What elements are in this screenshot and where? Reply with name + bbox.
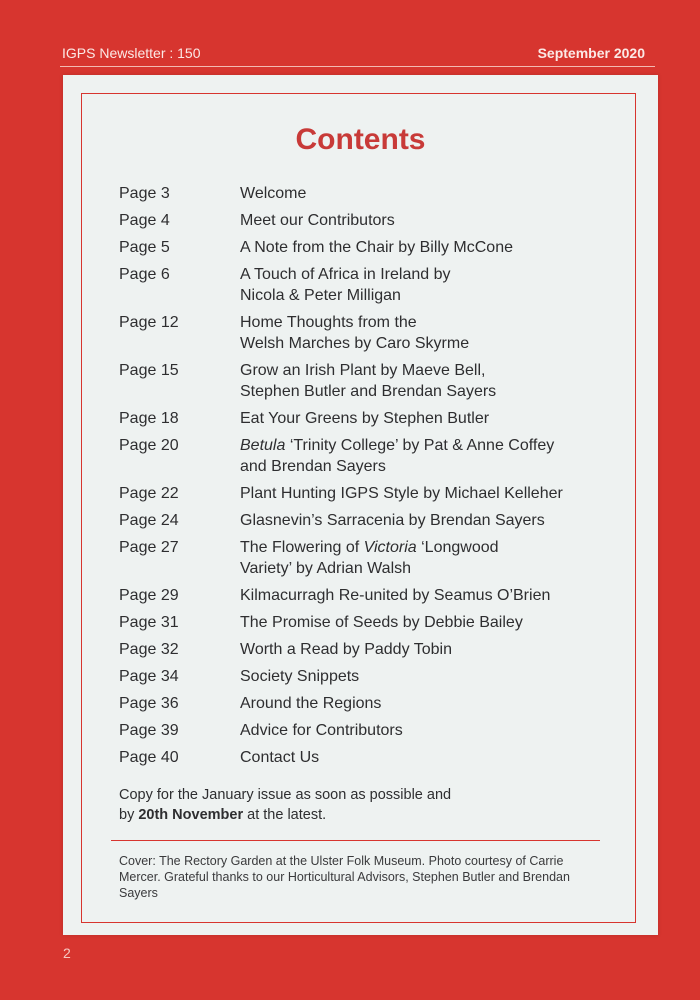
copy-note-line1: Copy for the January issue as soon as possible and (119, 787, 452, 803)
toc-entry-title (240, 585, 609, 606)
copy-deadline-date: 20th November (138, 807, 244, 823)
toc-page-number: Page 36 (119, 695, 179, 712)
toc-row (119, 639, 609, 660)
toc-title-line: Stephen Butler and Brendan Sayers (240, 383, 497, 400)
toc-entry-title (240, 264, 609, 306)
toc-entry-title (240, 360, 609, 402)
toc-page-number: Page 4 (119, 212, 170, 229)
toc-entry-title (240, 312, 609, 354)
toc-title-line: and Brendan Sayers (240, 458, 386, 475)
cover-credit: Cover: The Rectory Garden at the Ulster Folk Museum. Photo courtesy of Carrie Mercer. Grateful thanks to our Horticultural Advisors, Stephen Butler and Brendan Sayers (119, 854, 570, 900)
toc-row (119, 264, 609, 306)
toc-page-number: Page 27 (119, 539, 179, 556)
toc-entry-title (240, 237, 609, 258)
toc-title-line: Plant Hunting IGPS Style by Michael Kelleher (240, 485, 563, 502)
toc-row (119, 693, 609, 714)
toc-page-number: Page 24 (119, 512, 179, 529)
toc-row (119, 408, 609, 429)
toc-title-line: ‘Longwood (416, 539, 499, 556)
toc-title-line: Worth a Read by Paddy Tobin (240, 641, 452, 658)
toc-page-number: Page 31 (119, 614, 179, 631)
toc-row (119, 237, 609, 258)
toc-entry-title (240, 693, 609, 714)
toc-page-number: Page 5 (119, 239, 170, 256)
toc-title-line: Eat Your Greens by Stephen Butler (240, 410, 490, 427)
toc-row (119, 510, 609, 531)
toc-entry-title (240, 747, 609, 768)
toc-page-number: Page 6 (119, 266, 170, 283)
toc-entry-title (240, 510, 609, 531)
toc-entry-title (240, 408, 609, 429)
newsletter-issue: IGPS Newsletter : 150 (62, 45, 201, 61)
toc-page-number: Page 40 (119, 749, 179, 766)
toc-entry-title (240, 666, 609, 687)
toc-title-line: Variety’ by Adrian Walsh (240, 560, 412, 577)
toc-title-line: The Promise of Seeds by Debbie Bailey (240, 614, 523, 631)
table-of-contents (119, 183, 609, 774)
toc-entry-title (240, 720, 609, 741)
toc-entry-title (240, 183, 609, 204)
toc-row (119, 585, 609, 606)
toc-row (119, 537, 609, 579)
toc-title-italic: Betula (240, 437, 286, 454)
toc-page-number: Page 32 (119, 641, 179, 658)
toc-row (119, 360, 609, 402)
toc-page-number: Page 34 (119, 668, 179, 685)
toc-title-line: Meet our Contributors (240, 212, 395, 229)
toc-title-line: Society Snippets (240, 668, 360, 685)
toc-title-line: Contact Us (240, 749, 320, 766)
toc-title-line: Home Thoughts from the (240, 314, 417, 331)
toc-page-number: Page 22 (119, 485, 179, 502)
toc-entry-title (240, 537, 609, 579)
toc-entry-title (240, 639, 609, 660)
toc-title-line: ‘Trinity College’ by Pat & Anne Coffey (285, 437, 555, 454)
toc-entry-title (240, 483, 609, 504)
toc-row (119, 435, 609, 477)
toc-row (119, 183, 609, 204)
toc-title-line: Nicola & Peter Milligan (240, 287, 401, 304)
toc-entry-title (240, 435, 609, 477)
toc-title-line: Welsh Marches by Caro Skyrme (240, 335, 470, 352)
toc-entry-title (240, 612, 609, 633)
header-divider (60, 66, 655, 67)
toc-title-line: Welcome (240, 185, 307, 202)
toc-title-line: Glasnevin’s Sarracenia by Brendan Sayers (240, 512, 545, 529)
toc-entry-title (240, 210, 609, 231)
toc-row (119, 210, 609, 231)
toc-page-number: Page 20 (119, 437, 179, 454)
toc-title-line: Kilmacurragh Re-united by Seamus O’Brien (240, 587, 551, 604)
toc-row (119, 720, 609, 741)
toc-title-line: A Note from the Chair by Billy McCone (240, 239, 513, 256)
toc-row (119, 612, 609, 633)
copy-note-suffix: at the latest. (243, 807, 327, 823)
copy-deadline-note (119, 785, 539, 825)
copy-note-prefix: by (119, 807, 139, 823)
toc-title-italic: Victoria (363, 539, 417, 556)
toc-page-number: Page 3 (119, 185, 170, 202)
toc-title-line: Advice for Contributors (240, 722, 403, 739)
toc-row (119, 666, 609, 687)
toc-page-number: Page 15 (119, 362, 179, 379)
toc-row (119, 312, 609, 354)
toc-title-prefix: The Flowering of (240, 539, 364, 556)
issue-date: September 2020 (537, 45, 645, 61)
toc-row (119, 747, 609, 768)
toc-page-number: Page 39 (119, 722, 179, 739)
toc-page-number: Page 29 (119, 587, 179, 604)
page-title: Contents (295, 123, 426, 156)
toc-title-line: Grow an Irish Plant by Maeve Bell, (240, 362, 486, 379)
toc-title-line: A Touch of Africa in Ireland by (240, 266, 451, 283)
toc-row (119, 483, 609, 504)
toc-page-number: Page 18 (119, 410, 179, 427)
footer-divider (111, 840, 600, 841)
contents-panel (63, 75, 658, 935)
toc-title-line: Around the Regions (240, 695, 382, 712)
toc-page-number: Page 12 (119, 314, 179, 331)
page-number: 2 (63, 945, 71, 961)
